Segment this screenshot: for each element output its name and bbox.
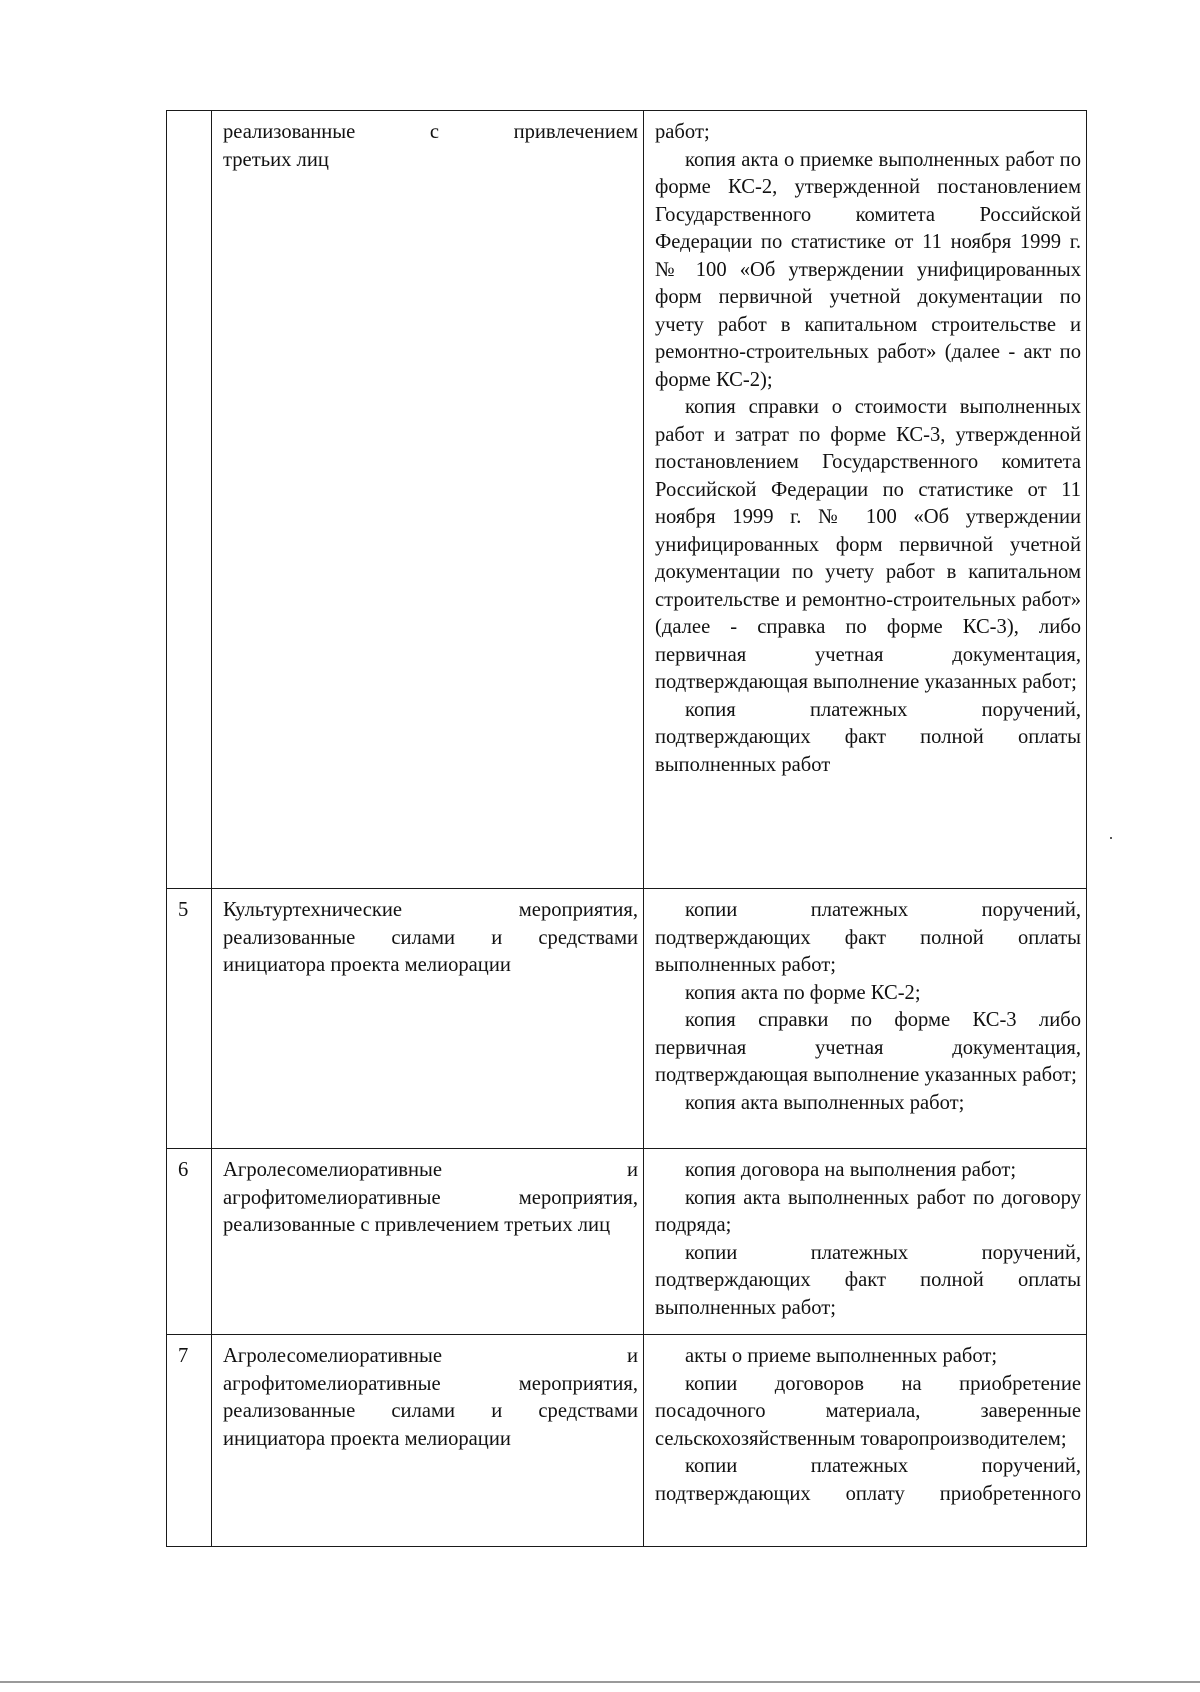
activity-name-line: реализованные с привлечением	[223, 121, 638, 143]
required-documents	[644, 111, 1087, 889]
row-number	[167, 111, 212, 889]
table-row	[167, 1335, 1087, 1547]
activity-name-line: Культуртехнические мероприятия, реализованные силами и средствами инициатора проекта мелиорации	[223, 899, 638, 976]
document-item: копия акта выполненных работ по договору подряда;	[655, 1186, 1081, 1236]
document-item: копия договора на выполнения работ;	[685, 1159, 1017, 1181]
activity-name	[212, 111, 644, 889]
scan-speck	[1110, 837, 1112, 839]
document-item: копии платежных поручений, подтверждающих факт полной оплаты выполненных работ;	[655, 899, 1081, 976]
document-item: копия акта по форме КС-2;	[685, 981, 921, 1004]
activity-name-line: Агролесомелиоративные и агрофитомелиоративные мероприятия, реализованные с привлечением третьих лиц	[223, 1159, 638, 1236]
document-item: копия справки о стоимости выполненных работ и затрат по форме КС-3, утвержденной постановлением Государственного комитета Российской Федерации по статистике от 11 ноября 1999 г. № 100 «Об утверждении унифицированных форм первичной учетной документации по учету работ в капитальном строительстве и ремонтно-строительных работ» (далее - справка по форме КС-3), либо первичная учетная документация, подтверждающая выполнение указанных работ;	[655, 396, 1081, 693]
required-documents	[644, 1149, 1087, 1335]
activity-name	[212, 1149, 644, 1335]
document-item: работ;	[655, 121, 710, 143]
required-documents	[644, 1335, 1087, 1547]
document-item: копия акта выполненных работ;	[685, 1091, 965, 1114]
activity-name	[212, 889, 644, 1149]
document-item: копии платежных поручений, подтверждающих факт полной оплаты выполненных работ;	[655, 1241, 1081, 1319]
table-row	[167, 1149, 1087, 1335]
row-number: 6	[167, 1149, 212, 1335]
activity-name	[212, 1335, 644, 1547]
document-item: копия акта о приемке выполненных работ по форме КС-2, утвержденной постановлением Государственного комитета Российской Федерации по статистике от 11 ноября 1999 г. № 100 «Об утверждении унифицированных форм первичной учетной документации по учету работ в капитальном строительстве и ремонтно-строительных работ» (далее - акт по форме КС-2);	[655, 148, 1081, 391]
document-item: акты о приеме выполненных работ;	[685, 1345, 998, 1367]
document-item: копия справки по форме КС-3 либо первичная учетная документация, подтверждающая выполнение указанных работ;	[655, 1009, 1081, 1086]
scan-bottom-edge	[0, 1681, 1200, 1683]
document-table	[166, 110, 1087, 1547]
required-documents	[644, 889, 1087, 1149]
activity-name-line: третьих лиц	[223, 148, 329, 171]
table-row	[167, 889, 1087, 1149]
document-item: копии платежных поручений, подтверждающих оплату приобретенного	[655, 1455, 1081, 1505]
document-item: копии договоров на приобретение посадочного материала, заверенные сельскохозяйственным товаропроизводителем;	[655, 1372, 1081, 1450]
row-number: 7	[167, 1335, 212, 1547]
table-row	[167, 111, 1087, 889]
row-number: 5	[167, 889, 212, 1149]
document-item: копия платежных поручений, подтверждающих факт полной оплаты выполненных работ	[655, 698, 1081, 776]
activity-name-line: Агролесомелиоративные и агрофитомелиоративные мероприятия, реализованные силами и средствами инициатора проекта мелиорации	[223, 1345, 638, 1450]
